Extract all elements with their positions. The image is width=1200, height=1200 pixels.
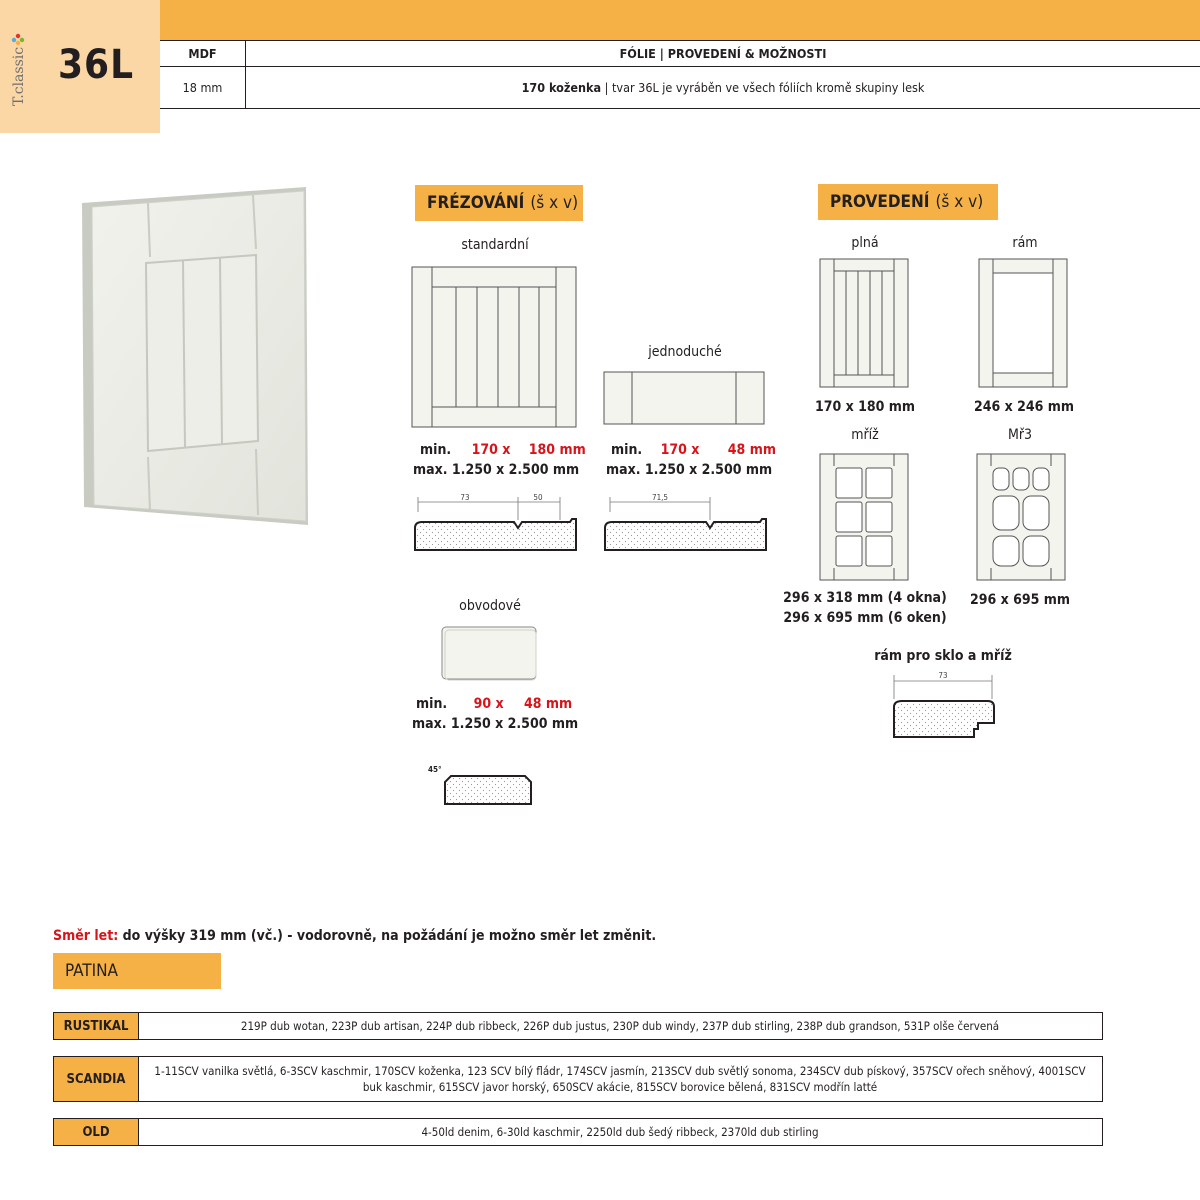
simple-min <box>611 442 776 458</box>
patina-row-name: SCANDIA <box>54 1057 139 1101</box>
patina-row-name: RUSTIKAL <box>54 1013 139 1039</box>
edge-label: obvodové <box>459 598 521 614</box>
edge-drawing <box>440 625 540 683</box>
frame-label: rám <box>1012 235 1038 251</box>
standard-min-height: 180 mm <box>528 442 586 458</box>
glass-frame-profile <box>888 667 1000 743</box>
simple-label: jednoduché <box>648 344 722 360</box>
spec-table <box>160 40 1200 109</box>
edge-min <box>416 696 572 712</box>
milling-section-header <box>415 185 583 221</box>
brand-logo <box>6 28 30 108</box>
standard-profile-dim-2: 50 <box>533 493 543 502</box>
simple-profile <box>600 492 772 554</box>
patina-row <box>53 1012 1103 1040</box>
patina-row <box>53 1056 1103 1102</box>
patina-row <box>53 1118 1103 1146</box>
thickness-value: 18 mm <box>182 80 223 95</box>
foil-note: | tvar 36L je vyráběn ve všech fóliích kromě skupiny lesk <box>601 80 925 95</box>
solid-label: plná <box>851 235 879 251</box>
edge-max: max. 1.250 x 2.500 mm <box>412 716 579 732</box>
milling-title-suffix: (š x v) <box>530 193 579 213</box>
door-image <box>78 185 318 530</box>
header-band <box>160 0 1200 40</box>
grain-text: do výšky 319 mm (vč.) - vodorovně, na požádání je možno směr let změnit. <box>118 928 657 944</box>
grid-drawing <box>818 452 910 582</box>
frame-drawing <box>977 257 1069 389</box>
simple-max: max. 1.250 x 2.500 mm <box>606 462 773 478</box>
patina-row-colors: 4-50ld denim, 6-30ld kaschmir, 2250ld dub šedý ribbeck, 2370ld dub stirling <box>421 1125 819 1139</box>
design-title-suffix: (š x v) <box>935 192 984 212</box>
solid-size: 170 x 180 mm <box>814 399 916 415</box>
simple-profile-dim-1: 71,5 <box>651 493 669 502</box>
frame-size: 246 x 246 mm <box>973 399 1075 415</box>
patina-row-name: OLD <box>54 1119 139 1145</box>
simple-min-prefix: min. <box>611 442 643 458</box>
solid-drawing <box>818 257 910 389</box>
brand-box <box>0 0 160 133</box>
standard-label: standardní <box>461 237 529 253</box>
model-code: 36L <box>58 42 135 88</box>
grid-label: mříž <box>851 427 879 443</box>
grid3-size: 296 x 695 mm <box>969 592 1071 608</box>
patina-title: PATINA <box>65 961 119 981</box>
foil-description <box>246 67 1200 108</box>
edge-min-height: 48 mm <box>524 696 573 712</box>
grid-size-4: 296 x 318 mm (4 okna) <box>783 590 947 606</box>
foil-name: 170 koženka <box>521 80 602 95</box>
standard-min <box>420 442 586 458</box>
col-foil-header: FÓLIE | PROVEDENÍ & MOŽNOSTI <box>619 45 827 61</box>
edge-profile <box>425 762 537 808</box>
standard-profile-dim-1: 73 <box>460 493 470 502</box>
simple-min-width: 170 x <box>660 442 700 458</box>
standard-profile <box>410 492 582 554</box>
glass-frame-profile-dim: 73 <box>938 671 948 680</box>
simple-min-height: 48 mm <box>727 442 776 458</box>
edge-min-width: 90 x <box>473 696 504 712</box>
standard-drawing <box>410 265 580 431</box>
col-material-header: MDF <box>188 45 217 61</box>
grain-label: Směr let: <box>53 928 119 944</box>
patina-section-header <box>53 953 221 989</box>
design-section-header <box>818 184 998 220</box>
grain-direction-note <box>53 928 656 944</box>
standard-min-prefix: min. <box>420 442 452 458</box>
glass-frame-label: rám pro sklo a mříž <box>874 648 1012 664</box>
design-title: PROVEDENÍ <box>830 192 930 212</box>
patina-row-colors: 1-11SCV vanilka světlá, 6-3SCV kaschmir, 170SCV koženka, 123 SCV bílý fládr, 174SCV jasmín, 213SCV dub světlý sonoma, 234SCV dub pískový, 357SCV ořech sněhový, 4001SCV buk kaschmir, 615SCV javor horský, 650SCV akácie, 815SCV borovice bělená, 831SCV modřín latté <box>154 1064 1086 1094</box>
grid-size-6: 296 x 695 mm (6 oken) <box>783 610 947 626</box>
milling-title: FRÉZOVÁNÍ <box>427 193 525 213</box>
standard-min-width: 170 x <box>471 442 511 458</box>
standard-max: max. 1.250 x 2.500 mm <box>413 462 580 478</box>
simple-drawing <box>602 370 766 428</box>
patina-row-colors: 219P dub wotan, 223P dub artisan, 224P dub ribbeck, 226P dub justus, 230P dub windy, 237P dub stirling, 238P dub grandson, 531P olše červená <box>240 1019 1000 1033</box>
brand-text: T.classic <box>11 46 27 106</box>
grid3-drawing <box>975 452 1067 582</box>
edge-profile-angle: 45° <box>428 765 442 774</box>
grid3-label: Mř3 <box>1007 427 1033 443</box>
edge-min-prefix: min. <box>416 696 448 712</box>
